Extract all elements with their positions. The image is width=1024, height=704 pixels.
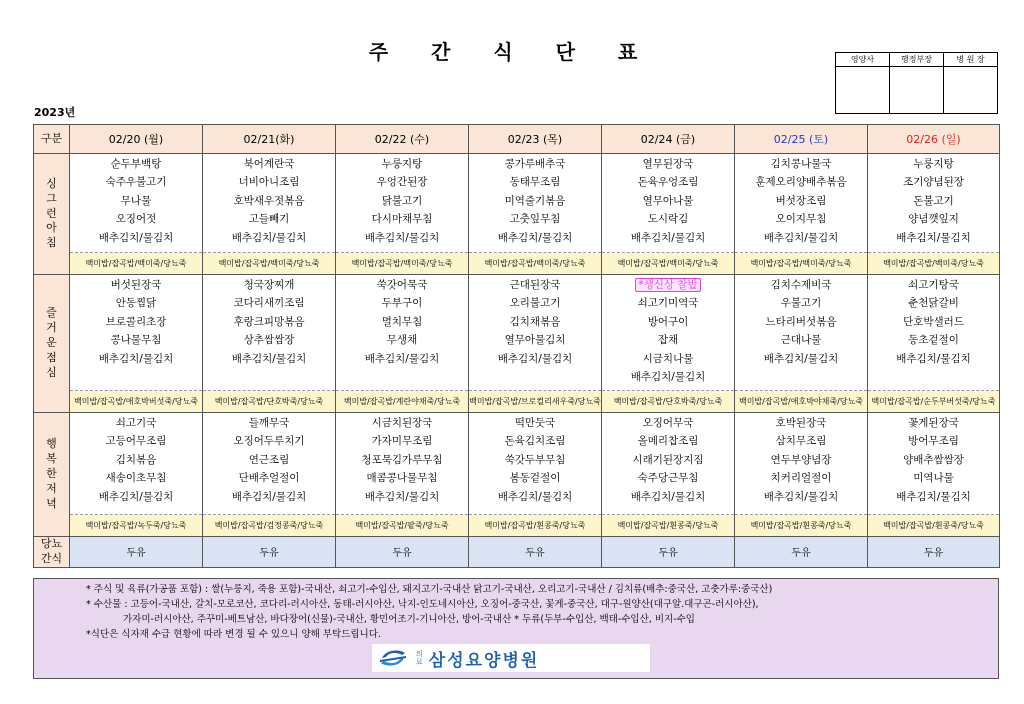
menu-item: 누룽지탕 bbox=[381, 158, 423, 170]
menu-item: 단배추얼절이 bbox=[238, 472, 300, 485]
rice-porridge-cell: 백미밥/잡곡밥/애호박버섯죽/당뇨죽 bbox=[70, 391, 203, 413]
lunch-day-cell bbox=[203, 275, 336, 391]
dinner-day-cell bbox=[469, 413, 602, 515]
menu-item: 열무아나물 bbox=[642, 194, 694, 207]
menu-item: 배추김치/물김치 bbox=[231, 352, 307, 365]
lunch-day-cell bbox=[70, 275, 203, 391]
snack-cell: 두유 bbox=[469, 537, 602, 568]
menu-item: 버섯된장국 bbox=[110, 279, 162, 291]
menu-item: 배추김치/물김치 bbox=[497, 490, 573, 503]
menu-item: 김치콩나물국 bbox=[770, 158, 832, 170]
menu-item: 연근조림 bbox=[248, 453, 290, 466]
dinner-day-cell bbox=[868, 413, 1000, 515]
menu-item: 배추김치/물김치 bbox=[497, 231, 573, 244]
day-header: 02/24 (금) bbox=[602, 125, 735, 154]
menu-item: 호박된장국 bbox=[775, 417, 827, 429]
menu-item: 동태무조림 bbox=[509, 176, 561, 189]
menu-item: 쇠고기국 bbox=[115, 417, 157, 429]
snack-cell: 두유 bbox=[336, 537, 469, 568]
menu-item: 오리불고기 bbox=[509, 297, 561, 310]
rice-porridge-cell: 백미밥/잡곡밥/백미죽/당뇨죽 bbox=[336, 253, 469, 275]
menu-item: 동초겉절이 bbox=[908, 334, 959, 347]
menu-item: 북어계란국 bbox=[243, 158, 295, 170]
menu-item: 배추김치/물김치 bbox=[896, 352, 971, 365]
menu-item: 배추김치/물김치 bbox=[763, 490, 839, 503]
menu-item: 떡만둣국 bbox=[514, 417, 556, 429]
birthday-special-badge: *생신상 찰밥 bbox=[635, 278, 700, 292]
menu-item: 누룽지탕 bbox=[913, 158, 954, 170]
rice-porridge-cell: 백미밥/잡곡밥/백미죽/당뇨죽 bbox=[203, 253, 336, 275]
menu-item: 배추김치/물김치 bbox=[763, 352, 839, 365]
menu-item: 무나물 bbox=[120, 194, 152, 207]
menu-item: 청포묵김가루무침 bbox=[361, 453, 443, 466]
menu-item: 쑥갓어묵국 bbox=[376, 279, 428, 291]
rice-porridge-cell: 백미밥/잡곡밥/브로컬리새우죽/당뇨죽 bbox=[469, 391, 602, 413]
menu-item bbox=[602, 276, 734, 294]
menu-item: 도시락김 bbox=[647, 213, 689, 226]
menu-item: 근대나물 bbox=[780, 334, 822, 347]
rice-porridge-cell: 백미밥/잡곡밥/흰콩죽/당뇨죽 bbox=[735, 515, 868, 537]
rice-porridge-cell: 백미밥/잡곡밥/단호박죽/당뇨죽 bbox=[602, 391, 735, 413]
approval-dietitian: 영양사 bbox=[836, 53, 890, 67]
menu-item: 시래기된장지짐 bbox=[632, 453, 704, 466]
menu-item: 배추김치/물김치 bbox=[364, 352, 440, 365]
menu-item: 조기양념된장 bbox=[903, 176, 964, 189]
menu-item: 시금치된장국 bbox=[371, 417, 433, 429]
rice-porridge-cell: 백미밥/잡곡밥/백미죽/당뇨죽 bbox=[469, 253, 602, 275]
menu-item: 오징어두루치기 bbox=[233, 435, 305, 448]
menu-item: 단호박샐러드 bbox=[903, 315, 964, 328]
menu-item: 고들빼기 bbox=[248, 213, 290, 226]
menu-item: 콩가루배추국 bbox=[504, 158, 566, 170]
rice-porridge-cell: 백미밥/잡곡밥/단호박죽/당뇨죽 bbox=[203, 391, 336, 413]
breakfast-day-cell bbox=[735, 154, 868, 253]
snack-row bbox=[34, 537, 1000, 568]
day-header: 02/20 (월) bbox=[70, 125, 203, 154]
menu-item: 미역줄기볶음 bbox=[504, 194, 566, 207]
menu-item: 올메리찹조림 bbox=[637, 435, 699, 448]
breakfast-day-cell bbox=[70, 154, 203, 253]
menu-item: 오이지무침 bbox=[775, 213, 827, 226]
menu-item: 배추김치/물김치 bbox=[497, 352, 573, 365]
snack-cell: 두유 bbox=[70, 537, 203, 568]
breakfast-row bbox=[34, 154, 1000, 253]
menu-item: 돈불고기 bbox=[913, 194, 954, 207]
lunch-day-cell bbox=[469, 275, 602, 391]
menu-item: 순두부백탕 bbox=[110, 158, 162, 170]
menu-item: 시금치나물 bbox=[642, 352, 694, 365]
menu-item: 닭불고기 bbox=[381, 194, 423, 207]
weekly-menu-table bbox=[33, 124, 1000, 568]
logo-small-text: 의 료 bbox=[416, 650, 423, 666]
menu-item: 매콤콩나물무침 bbox=[366, 472, 438, 485]
rice-porridge-cell: 백미밥/잡곡밥/애호박야채죽/당뇨죽 bbox=[735, 391, 868, 413]
menu-item: 오징어무국 bbox=[642, 417, 694, 429]
menu-item: 양배추쌈쌈장 bbox=[903, 453, 964, 466]
menu-item: 다시마채무침 bbox=[371, 213, 433, 226]
approval-sign-cell bbox=[836, 67, 890, 114]
menu-item: 방어구이 bbox=[647, 315, 689, 328]
rice-porridge-cell: 백미밥/잡곡밥/흰콩죽/당뇨죽 bbox=[602, 515, 735, 537]
menu-item: 숙주우불고기 bbox=[105, 176, 167, 189]
menu-item: 배추김치/물김치 bbox=[630, 490, 706, 503]
day-header: 02/22 (수) bbox=[336, 125, 469, 154]
dinner-day-cell bbox=[70, 413, 203, 515]
menu-item: 미역나물 bbox=[913, 472, 954, 485]
menu-item: 후랑크피망볶음 bbox=[233, 315, 305, 328]
rice-porridge-cell: 백미밥/잡곡밥/백미죽/당뇨죽 bbox=[70, 253, 203, 275]
menu-item: 너비아니조림 bbox=[238, 176, 300, 189]
dinner-row bbox=[34, 413, 1000, 515]
lunch-day-cell bbox=[735, 275, 868, 391]
menu-item: 치커리얼절이 bbox=[770, 472, 832, 485]
day-header: 02/23 (목) bbox=[469, 125, 602, 154]
breakfast-day-cell bbox=[469, 154, 602, 253]
menu-item: 버섯장조림 bbox=[775, 194, 827, 207]
menu-item: 배추김치/물김치 bbox=[896, 231, 971, 244]
rice-porridge-cell: 백미밥/잡곡밥/흰콩죽/당뇨죽 bbox=[868, 515, 1000, 537]
breakfast-rice-row bbox=[34, 253, 1000, 275]
menu-item: 훈제오리양배추볶음 bbox=[755, 176, 847, 189]
hospital-logo bbox=[372, 644, 650, 672]
menu-item: 상추쌈쌈장 bbox=[243, 334, 295, 347]
approval-director: 병 원 장 bbox=[944, 53, 998, 67]
menu-item: 배추김치/물김치 bbox=[231, 231, 307, 244]
menu-item: 호박새우젓볶음 bbox=[233, 194, 305, 207]
category-header: 구분 bbox=[34, 125, 70, 154]
note-line: * 주식 및 육류(가공품 포함) : 쌀(누룽지, 죽용 포함)-국내산, 쇠고기-수입산, 돼지고기-국내산 닭고기-국내산, 오리고기-국내산 / 김치류(배추:중국산, 고춧가루:중국산) bbox=[86, 584, 773, 595]
menu-item: 배추김치/물김치 bbox=[364, 231, 440, 244]
menu-item: 고춧잎무침 bbox=[509, 213, 561, 226]
menu-item: 양념깻잎지 bbox=[908, 213, 959, 226]
snack-cell: 두유 bbox=[868, 537, 1000, 568]
menu-item: 느타리버섯볶음 bbox=[765, 315, 837, 328]
menu-item: 무생채 bbox=[386, 334, 418, 347]
menu-item: 배추김치/물김치 bbox=[630, 371, 706, 384]
menu-item: 우불고기 bbox=[780, 297, 822, 310]
snack-cell: 두유 bbox=[735, 537, 868, 568]
menu-item: 연두부양념장 bbox=[770, 453, 832, 466]
dinner-day-cell bbox=[203, 413, 336, 515]
rice-porridge-cell: 백미밥/잡곡밥/백미죽/당뇨죽 bbox=[735, 253, 868, 275]
menu-item: 돈육김치조림 bbox=[504, 435, 566, 448]
menu-item: 근대된장국 bbox=[509, 279, 561, 291]
breakfast-day-cell bbox=[868, 154, 1000, 253]
breakfast-day-cell bbox=[602, 154, 735, 253]
breakfast-day-cell bbox=[336, 154, 469, 253]
dinner-category-label: 행 복 한 저 녁 bbox=[34, 413, 70, 537]
rice-porridge-cell: 백미밥/잡곡밥/검정콩죽/당뇨죽 bbox=[203, 515, 336, 537]
rice-porridge-cell: 백미밥/잡곡밥/흰콩죽/당뇨죽 bbox=[469, 515, 602, 537]
day-header-saturday: 02/25 (토) bbox=[735, 125, 868, 154]
menu-item: 배추김치/물김치 bbox=[231, 490, 307, 503]
lunch-category-label: 즐 거 운 점 심 bbox=[34, 275, 70, 413]
menu-item: 멸치무침 bbox=[381, 315, 423, 328]
menu-item: 잡채 bbox=[657, 334, 679, 347]
lunch-day-cell bbox=[602, 275, 735, 391]
note-line: *식단은 식자재 수급 현황에 따라 변경 될 수 있으니 양해 부탁드립니다. bbox=[86, 629, 381, 640]
day-header-sunday: 02/26 (일) bbox=[868, 125, 1000, 154]
menu-item: 배추김치/물김치 bbox=[364, 490, 440, 503]
menu-item: 김치볶음 bbox=[115, 453, 157, 466]
menu-item: 두부구이 bbox=[381, 297, 423, 310]
snack-category-label: 당뇨 간식 bbox=[34, 537, 70, 568]
page-title: 주 간 식 단 표 bbox=[368, 40, 656, 64]
menu-item: 안동찜닭 bbox=[115, 297, 157, 310]
menu-item: 코다리새끼조림 bbox=[233, 297, 305, 310]
menu-item: 춘천닭갈비 bbox=[908, 297, 959, 310]
menu-item: 배추김치/물김치 bbox=[98, 352, 174, 365]
lunch-rice-row bbox=[34, 391, 1000, 413]
menu-item: 오징어젓 bbox=[115, 213, 157, 226]
menu-item: 숙주당근무침 bbox=[637, 472, 699, 485]
menu-item: 배추김치/물김치 bbox=[896, 490, 971, 503]
menu-item: 쇠고기탕국 bbox=[908, 279, 959, 291]
rice-porridge-cell: 백미밥/잡곡밥/백미죽/당뇨죽 bbox=[602, 253, 735, 275]
note-line: * 수산물 : 고등어-국내산, 갈치-모로코산, 코다리-러시아산, 동태-러시아산, 낙지-인도네시아산, 오징어-중국산, 꽃게-중국산, 대구-원양산(대구알.대구곤-러시아산), bbox=[86, 599, 759, 610]
menu-item: 쇠고기미역국 bbox=[637, 297, 699, 310]
day-header: 02/21(화) bbox=[203, 125, 336, 154]
menu-item: 쑥갓두부무침 bbox=[504, 453, 566, 466]
menu-item: 청국장찌개 bbox=[243, 279, 295, 291]
menu-item: 들깨무국 bbox=[248, 417, 290, 429]
menu-item: 배추김치/물김치 bbox=[630, 231, 706, 244]
menu-item: 열무아물김치 bbox=[504, 334, 566, 347]
approval-admin: 행정부장 bbox=[890, 53, 944, 67]
menu-item: 배추김치/물김치 bbox=[763, 231, 839, 244]
year-label: 2023년 bbox=[34, 106, 76, 119]
lunch-row bbox=[34, 275, 1000, 391]
rice-porridge-cell: 백미밥/잡곡밥/팥죽/당뇨죽 bbox=[336, 515, 469, 537]
approval-sign-cell bbox=[944, 67, 998, 114]
approval-sign-cell bbox=[890, 67, 944, 114]
lunch-day-cell bbox=[336, 275, 469, 391]
breakfast-day-cell bbox=[203, 154, 336, 253]
breakfast-category-label: 싱 그 런 아 침 bbox=[34, 154, 70, 275]
menu-item: 새송이초무침 bbox=[105, 472, 167, 485]
snack-cell: 두유 bbox=[203, 537, 336, 568]
dinner-day-cell bbox=[336, 413, 469, 515]
menu-item: 브로콜리초장 bbox=[105, 315, 167, 328]
rice-porridge-cell: 백미밥/잡곡밥/녹두죽/당뇨죽 bbox=[70, 515, 203, 537]
menu-item: 가자미무조림 bbox=[371, 435, 433, 448]
menu-item: 배추김치/물김치 bbox=[98, 490, 174, 503]
dinner-day-cell bbox=[735, 413, 868, 515]
hospital-logo-icon bbox=[378, 647, 408, 669]
menu-item: 김치수제비국 bbox=[770, 279, 832, 291]
menu-item: 고등어무조림 bbox=[105, 435, 167, 448]
lunch-day-cell bbox=[868, 275, 1000, 391]
rice-porridge-cell: 백미밥/잡곡밥/계란야채죽/당뇨죽 bbox=[336, 391, 469, 413]
menu-item: 열무된장국 bbox=[642, 158, 694, 170]
logo-text: 삼성요양병원 bbox=[428, 650, 540, 671]
menu-item: 배추김치/물김치 bbox=[98, 231, 174, 244]
dinner-day-cell bbox=[602, 413, 735, 515]
rice-porridge-cell: 백미밥/잡곡밥/순두부버섯죽/당뇨죽 bbox=[868, 391, 1000, 413]
menu-item: 돈육우엉조림 bbox=[637, 176, 699, 189]
snack-cell: 두유 bbox=[602, 537, 735, 568]
note-line: 가자미-러시아산, 주꾸미-베트남산, 바다장어(신물)-국내산, 황민어조기-기니아산, 방어-국내산 * 두류(두부-수입산, 백태-수입산, 비지-수입 bbox=[123, 614, 695, 625]
dinner-rice-row bbox=[34, 515, 1000, 537]
header-row bbox=[34, 125, 1000, 154]
rice-porridge-cell: 백미밥/잡곡밥/백미죽/당뇨죽 bbox=[868, 253, 1000, 275]
menu-item: 방어무조림 bbox=[908, 435, 959, 448]
menu-item: 콩나물무침 bbox=[110, 334, 162, 347]
approval-box bbox=[835, 52, 998, 114]
menu-item: 봄동겉절이 bbox=[509, 472, 561, 485]
menu-item: 우엉간된장 bbox=[376, 176, 428, 189]
menu-item: 꽃게된장국 bbox=[908, 417, 959, 429]
menu-item: 삼치무조림 bbox=[775, 435, 827, 448]
menu-item: 김치채볶음 bbox=[509, 315, 561, 328]
